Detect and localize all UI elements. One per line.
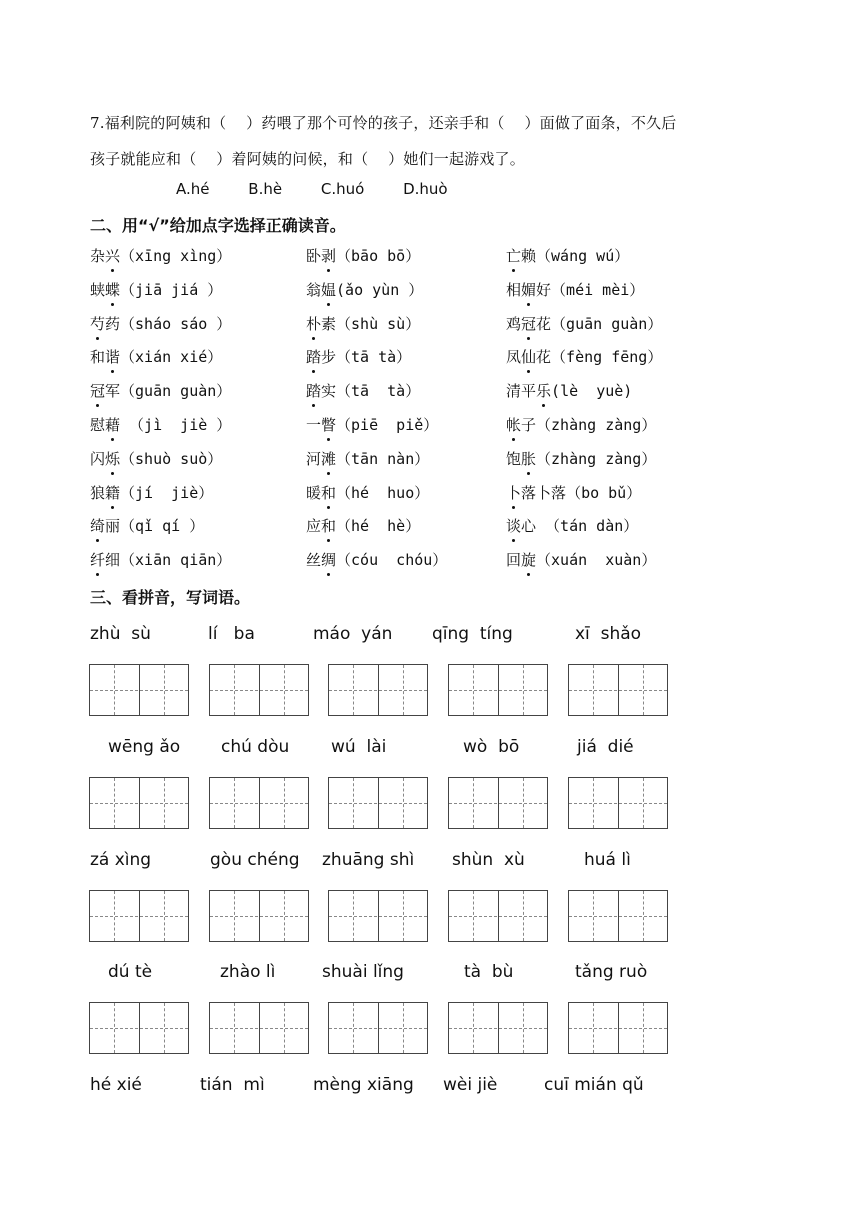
- pronunciation-item: 卧剥 （bāo bō）: [306, 245, 420, 266]
- pronunciation-item: 凤仙 花（fèng fēng）: [506, 346, 662, 367]
- pronunciation-item: 卜 落卜落（bo bǔ）: [506, 482, 641, 503]
- writing-box[interactable]: [328, 777, 428, 829]
- writing-box[interactable]: [328, 890, 428, 942]
- writing-box[interactable]: [89, 1002, 189, 1054]
- pinyin-word: qīng tíng: [432, 624, 513, 644]
- writing-grid-row: [89, 664, 689, 716]
- pinyin-row: [90, 962, 790, 986]
- pronunciation-item: 河滩 （tān nàn）: [306, 448, 429, 469]
- pronunciation-item: 慰藉 （jì jiè ）: [90, 414, 231, 435]
- writing-grid-row: [89, 1002, 689, 1054]
- pronunciation-item: 帐 子（zhàng zàng）: [506, 414, 656, 435]
- writing-box[interactable]: [209, 664, 309, 716]
- writing-box[interactable]: [568, 1002, 668, 1054]
- pinyin-word: shùn xù: [452, 850, 525, 870]
- pronunciation-item: 冠 军（guān guàn）: [90, 380, 231, 401]
- pinyin-row: [90, 737, 790, 761]
- pronunciation-item: 亡 赖（wáng wú）: [506, 245, 629, 266]
- pinyin-word: huá lì: [584, 850, 631, 870]
- pinyin-word: zhào lì: [220, 962, 276, 982]
- pronunciation-item: 应和 （hé hè）: [306, 515, 420, 536]
- pronunciation-item: 丝绸 （cóu chóu）: [306, 549, 447, 570]
- writing-box[interactable]: [89, 664, 189, 716]
- pronunciation-item: 一瞥 （piē piě）: [306, 414, 438, 435]
- pinyin-word: dú tè: [108, 962, 153, 982]
- pinyin-word: wèi jiè: [443, 1075, 498, 1095]
- pinyin-word: tà bù: [464, 962, 514, 982]
- writing-box[interactable]: [209, 777, 309, 829]
- pinyin-word: zá xìng: [90, 850, 152, 870]
- writing-grid-row: [89, 777, 689, 829]
- pronunciation-item: 和谐 （xián xié）: [90, 346, 222, 367]
- pronunciation-item: 相媚 好（méi mèi）: [506, 279, 644, 300]
- pronunciation-item: 翁媪 (ǎo yùn ）: [306, 279, 423, 300]
- pronunciation-item: 闪烁 （shuò suò）: [90, 448, 222, 469]
- pronunciation-item: 踏 实（tā tà）: [306, 380, 420, 401]
- pinyin-word: wēng ǎo: [108, 737, 181, 757]
- pinyin-row: [90, 850, 790, 874]
- pronunciation-item: 狼籍 （jí jiè）: [90, 482, 213, 503]
- writing-box[interactable]: [209, 890, 309, 942]
- question-7-line-1: 7.福利院的阿姨和（ ）药喂了那个可怜的孩子，还亲手和（ ）面做了面条，不久后: [90, 114, 677, 132]
- pinyin-word: zhuāng shì: [322, 850, 415, 870]
- pinyin-word: tǎng ruò: [575, 962, 648, 982]
- pinyin-word: xī shǎo: [575, 624, 642, 644]
- pinyin-word: cuī mián qǔ: [544, 1075, 644, 1095]
- writing-grid-row: [89, 890, 689, 942]
- pinyin-row: [90, 624, 790, 648]
- pronunciation-item: 踏 步（tā tà）: [306, 346, 411, 367]
- pinyin-word: shuài lǐng: [322, 962, 404, 982]
- writing-box[interactable]: [328, 664, 428, 716]
- pronunciation-item: 暖和 （hé huo）: [306, 482, 429, 503]
- writing-box[interactable]: [89, 777, 189, 829]
- pronunciation-item: 纤 细（xiān qiān）: [90, 549, 231, 570]
- writing-box[interactable]: [448, 777, 548, 829]
- pronunciation-item: 绮 丽（qǐ qí ）: [90, 515, 204, 536]
- option-b: B.hè: [248, 180, 283, 198]
- pinyin-word: lí ba: [208, 624, 255, 644]
- pronunciation-item: 芍 药（sháo sáo ）: [90, 313, 231, 334]
- writing-box[interactable]: [568, 890, 668, 942]
- option-c: C.huó: [320, 180, 365, 198]
- question-7-line-2: 孩子就能应和（ ）着阿姨的问候，和（ ）她们一起游戏了。: [90, 150, 525, 168]
- writing-box[interactable]: [448, 890, 548, 942]
- pinyin-word: jiá dié: [577, 737, 634, 757]
- pinyin-row: [90, 1075, 790, 1099]
- writing-box[interactable]: [568, 664, 668, 716]
- writing-box[interactable]: [209, 1002, 309, 1054]
- pronunciation-item: 清平乐 (lè yuè): [506, 380, 632, 401]
- section-2-title: 二、用“√”给加点字选择正确读音。: [90, 216, 346, 235]
- writing-box[interactable]: [448, 664, 548, 716]
- writing-box[interactable]: [448, 1002, 548, 1054]
- writing-box[interactable]: [89, 890, 189, 942]
- pinyin-word: tián mì: [200, 1075, 265, 1095]
- pinyin-word: wò bō: [463, 737, 520, 757]
- pinyin-word: wú lài: [331, 737, 387, 757]
- writing-box[interactable]: [568, 777, 668, 829]
- writing-box[interactable]: [328, 1002, 428, 1054]
- pronunciation-item: 谈 心 （tán dàn）: [506, 515, 638, 536]
- pinyin-word: zhù sù: [90, 624, 151, 644]
- pinyin-word: hé xié: [90, 1075, 142, 1095]
- pinyin-word: chú dòu: [221, 737, 290, 757]
- pronunciation-item: 朴 素（shù sù）: [306, 313, 420, 334]
- option-d: D.huò: [403, 180, 448, 198]
- pinyin-word: mèng xiāng: [313, 1075, 414, 1095]
- pronunciation-item: 饱胀 （zhàng zàng）: [506, 448, 656, 469]
- pinyin-word: máo yán: [313, 624, 393, 644]
- pronunciation-item: 鸡冠 花（guān guàn）: [506, 313, 662, 334]
- pronunciation-item: 蛱蝶 （jiā jiá ）: [90, 279, 222, 300]
- option-a: A.hé: [176, 180, 210, 198]
- pinyin-word: gòu chéng: [210, 850, 300, 870]
- question-7-options: [176, 180, 482, 198]
- section-3-title: 三、看拼音，写词语。: [90, 588, 251, 607]
- pronunciation-item: 杂兴 （xīng xìng）: [90, 245, 231, 266]
- pronunciation-item: 回旋 （xuán xuàn）: [506, 549, 656, 570]
